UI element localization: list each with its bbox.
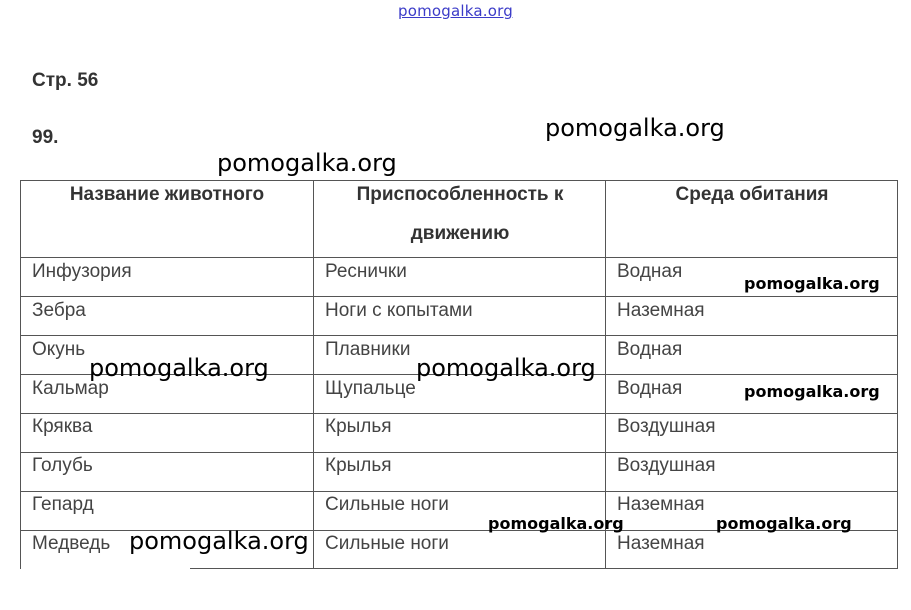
watermark: pomogalka.org: [129, 527, 309, 555]
watermark: pomogalka.org: [217, 149, 397, 177]
table-cell-movement: Сильные ноги: [325, 533, 449, 554]
table-cell-animal: Кальмар: [32, 378, 109, 399]
table-cell-animal: Зебра: [32, 300, 86, 321]
header-animal-name: Название животного: [69, 184, 265, 205]
table-row-divider: [20, 413, 898, 414]
table-column-divider: [313, 180, 314, 569]
table-header-divider: [20, 257, 898, 258]
watermark: pomogalka.org: [744, 274, 880, 293]
table-column-divider: [605, 180, 606, 569]
table-cell-movement: Щупальце: [325, 378, 416, 399]
watermark: pomogalka.org: [744, 382, 880, 401]
table-cell-movement: Реснички: [325, 261, 407, 282]
table-cell-habitat: Воздушная: [617, 416, 716, 437]
table-cell-movement: Крылья: [325, 455, 392, 476]
table-row-divider: [20, 452, 898, 453]
watermark: pomogalka.org: [416, 354, 596, 382]
table-cell-movement: Плавники: [325, 339, 411, 360]
table-cell-animal: Медведь: [32, 533, 111, 554]
table-cell-animal: Кряква: [32, 416, 93, 437]
page-label: Стр. 56: [32, 70, 99, 91]
site-link[interactable]: pomogalka.org: [398, 2, 513, 20]
table-cell-habitat: Водная: [617, 378, 683, 399]
table-cell-habitat: Наземная: [617, 300, 705, 321]
header-habitat: Среда обитания: [675, 184, 829, 205]
watermark: pomogalka.org: [89, 354, 269, 382]
table-cell-animal: Инфузория: [32, 261, 132, 282]
table-cell-movement: Сильные ноги: [325, 494, 449, 515]
table-cell-habitat: Водная: [617, 261, 683, 282]
task-number: 99.: [32, 127, 59, 148]
watermark: pomogalka.org: [716, 514, 852, 533]
table-cell-habitat: Водная: [617, 339, 683, 360]
table-cell-animal: Окунь: [32, 339, 86, 360]
watermark: pomogalka.org: [545, 114, 725, 142]
table-cell-habitat: Наземная: [617, 494, 705, 515]
table-border-right: [897, 180, 898, 569]
table-cell-habitat: Воздушная: [617, 455, 716, 476]
table-border-bottom: [190, 568, 898, 569]
table-cell-movement: Ноги с копытами: [325, 300, 473, 321]
table-cell-animal: Голубь: [32, 455, 93, 476]
table-cell-habitat: Наземная: [617, 533, 705, 554]
table-row-divider: [20, 296, 898, 297]
watermark: pomogalka.org: [488, 514, 624, 533]
header-movement: Приспособленность к движению: [356, 184, 564, 244]
table-border-left: [20, 180, 21, 569]
table-cell-animal: Гепард: [32, 494, 94, 515]
table-row-divider: [20, 491, 898, 492]
table-cell-movement: Крылья: [325, 416, 392, 437]
table-row-divider: [20, 335, 898, 336]
